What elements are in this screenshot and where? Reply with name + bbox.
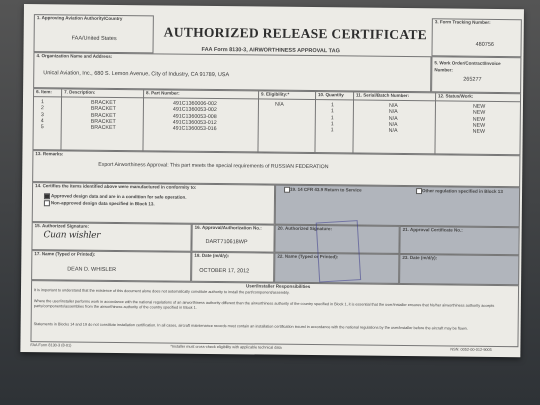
table-cell: 491C1360053-008	[172, 113, 217, 120]
table-cell: BRACKET	[90, 124, 116, 132]
responsibility-para-2: Where the user/installer performs work in accordance with the national regulations of an airworthiness authority different than the airworthiness authority of the country specified in Block 1, it is essential that the user/installer ensures that his/her airworthiness authority accepts parts/components/assemblies from the airworthiness authority of the country specified in Block 1.	[33, 299, 495, 310]
table-cell: 1	[330, 121, 334, 128]
responsibility-para-1: It is important to understand that the existence of this document alone does not automatically constitute authority to install the part/component/assembly.	[33, 288, 290, 295]
table-cell: BRACKET	[90, 106, 116, 113]
table-cell: BRACKET	[90, 112, 116, 119]
table-cell: 491C1360053-016	[172, 125, 217, 133]
nsn-footer: NSN: 0052-00-012-9005	[450, 347, 492, 352]
items-col-part-number	[173, 101, 217, 133]
table-cell: 491C1360053-012	[172, 119, 217, 126]
certification-date: OCTOBER 17, 2012	[199, 267, 250, 275]
block-5-label: 5. Work Order/Contract/Invoice	[434, 60, 501, 66]
table-cell: N/A	[388, 128, 398, 135]
table-cell: 1	[40, 99, 44, 106]
block-21-label: 21. Approval Certificate No.:	[402, 226, 463, 233]
form-tracking-number: 480756	[475, 41, 494, 48]
table-cell: 491C1360053-002	[172, 106, 217, 114]
form-number-footer: FAA Form 8130-3 (8-01)	[30, 343, 72, 348]
table-cell: 491C1360006-002	[172, 100, 217, 108]
responsibility-para-3: Statements in Blocks 14 and 19 do not constitute installation certification. In all cases, aircraft maintenance records must contain an installation certification issued in accordance with the national regulations by the user/installer before the aircraft may be flown.	[33, 322, 468, 331]
table-cell: NEW	[472, 128, 486, 136]
authorized-signature: Cuan wishler	[43, 230, 101, 241]
block-19-label: 19. 14 CFR 43.9 Return to Service	[290, 186, 362, 193]
table-cell: N/A	[274, 101, 284, 108]
block-22-label: 22. Name (Typed or Printed):	[277, 253, 339, 260]
items-col-quantity	[331, 102, 334, 134]
table-cell: 1	[330, 108, 334, 115]
col-header-description: 7. Description:	[64, 89, 96, 95]
table-cell: NEW	[472, 122, 486, 129]
table-cell: NEW	[472, 116, 486, 123]
table-cell: 1	[330, 102, 334, 109]
block-13-label: 13. Remarks:	[35, 151, 64, 157]
certificate-title: AUTHORIZED RELEASE CERTIFICATE	[163, 24, 428, 43]
table-cell: N/A	[388, 102, 398, 109]
table-cell: BRACKET	[90, 118, 116, 125]
certificate-subtitle: FAA Form 8130-3, AIRWORTHINESS APPROVAL TAG	[201, 46, 340, 55]
block-15-label: 15. Authorized Signature:	[34, 223, 90, 229]
col-header-part-number: 8. Part Number:	[146, 90, 180, 96]
approved-design-checkbox	[44, 193, 50, 199]
items-col-item	[41, 99, 44, 131]
non-approved-design-checkbox	[44, 200, 50, 206]
block-18-label: 18. Date (m/d/y):	[194, 252, 230, 259]
block-3-label: 3. Form Tracking Number:	[434, 19, 491, 25]
ink-stamp	[316, 220, 361, 282]
table-cell: 4	[40, 118, 44, 125]
approval-number: DART710618WP	[205, 238, 248, 246]
work-order-number: 265277	[463, 76, 482, 83]
items-col-serial	[389, 103, 398, 135]
col-header-item: 6. Item:	[36, 89, 52, 95]
block-23-label: 23. Date (m/d/y):	[402, 254, 438, 261]
items-col-status	[473, 104, 486, 136]
table-cell: BRACKET	[90, 99, 117, 106]
table-cell: N/A	[388, 109, 398, 116]
block-16-label: 16. Approval/Authorization No.:	[194, 224, 262, 231]
table-cell: 1	[330, 127, 334, 134]
col-header-quantity: 10. Quantity	[318, 92, 344, 98]
organization-name-address: Unical Aviation, Inc., 680 S. Lemon Avenue, City of Industry, CA 91789, USA	[43, 70, 230, 79]
block-4-label: 4. Organization Name and Address:	[36, 53, 113, 59]
non-approved-design-label: Non-approved design data specified in Block 13.	[50, 200, 155, 207]
table-cell: 3	[40, 111, 44, 118]
printed-name: DEAN D. WHISLER	[67, 266, 117, 273]
table-cell: N/A	[388, 121, 398, 128]
items-col-description	[91, 100, 116, 132]
remarks-text: Export Airworthiness Approval: This part meets the special requirements of RUSSIAN FEDERATION	[98, 161, 329, 171]
table-cell: NEW	[472, 103, 486, 110]
block-17-label: 17. Name (Typed or Printed):	[34, 251, 96, 257]
table-cell: N/A	[388, 115, 398, 122]
block-20-label: 20. Authorized Signature:	[277, 225, 333, 232]
other-regulation-label: Other regulation specified in Block 13	[422, 188, 503, 195]
approved-design-label: Approved design data and are in a condition for safe operation.	[50, 193, 187, 200]
table-cell: NEW	[472, 110, 486, 117]
table-cell: 5	[40, 124, 44, 131]
table-cell: 1	[330, 114, 334, 121]
col-header-status: 12. Status/Work:	[438, 93, 474, 99]
block-1-value: FAA/United States	[71, 35, 117, 42]
table-cell: 2	[40, 105, 44, 112]
col-header-eligibility: 9. Eligibility:*	[261, 91, 290, 97]
block-1-label: 1. Approving Aviation Authority/Country	[36, 15, 123, 22]
responsibilities-heading: User/Installer Responsibilities	[246, 283, 311, 290]
block-14-label: 14. Certifies the items identified above were manufactured in conformity to:	[35, 183, 197, 190]
block-5-label-2: Number:	[434, 67, 453, 73]
col-header-serial: 11. Serial/Batch Number:	[356, 92, 410, 99]
certificate-document	[20, 4, 524, 357]
items-col-eligibility	[275, 102, 284, 108]
footer-note: *Installer must cross-check eligibility with applicable technical data	[170, 344, 282, 350]
